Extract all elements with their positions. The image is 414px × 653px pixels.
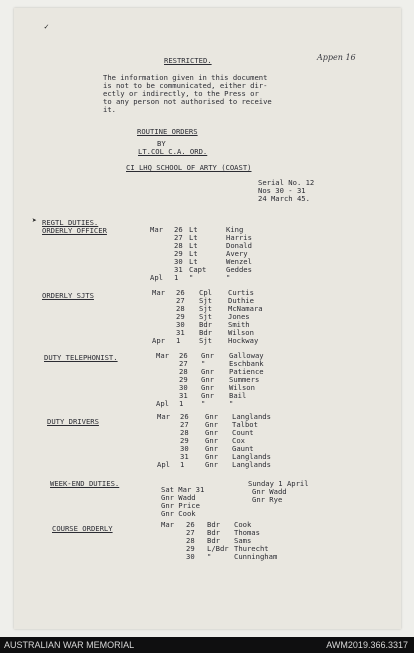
duty-name: Sams (234, 536, 252, 545)
duty-day: 30 (174, 257, 183, 266)
duty-name: Galloway (229, 351, 264, 360)
duty-day: 29 (176, 312, 185, 321)
duty-rank: Gnr (205, 428, 218, 437)
duty-day: 30 (176, 320, 185, 329)
section-heading: DUTY DRIVERS (47, 417, 99, 426)
by-label: BY (157, 139, 166, 148)
footer-accession-number: AWM2019.366.3317 (326, 640, 408, 650)
duty-day: 1 (179, 399, 184, 408)
serial-line: Nos 30 - 31 (258, 186, 306, 195)
duty-day: 31 (174, 265, 183, 274)
duty-name: " (226, 273, 231, 282)
duty-name: Summers (229, 375, 260, 384)
duty-rank: Capt (189, 265, 207, 274)
notice-line: ectly or indirectly, to the Press or (103, 89, 259, 98)
duty-name: Gaunt (232, 444, 254, 453)
duty-name: Curtis (228, 288, 254, 297)
duty-mon: Mar (156, 351, 169, 360)
duty-name: Eschbank (229, 359, 264, 368)
duty-rank: Cpl (199, 288, 212, 297)
punch-hole-mark: ✓ (44, 22, 49, 31)
duty-rank: " (189, 273, 194, 282)
duty-name: Geddes (226, 265, 252, 274)
duty-rank: Gnr (205, 420, 218, 429)
duty-name: Langlands (232, 452, 271, 461)
duty-name: Harris (226, 233, 252, 242)
duty-name: Thurecht (234, 544, 269, 553)
duty-day: 27 (179, 359, 188, 368)
duty-name: Talbot (232, 420, 258, 429)
weekend-left-line: Gnr Price (161, 501, 200, 510)
duty-day: 28 (174, 241, 183, 250)
duty-mon: Apl (157, 460, 170, 469)
duty-name: Jones (228, 312, 250, 321)
duty-day: 31 (180, 452, 189, 461)
section-heading: ORDERLY SJTS (42, 291, 94, 300)
duty-rank: Gnr (205, 436, 218, 445)
duty-name: Langlands (232, 412, 271, 421)
duty-day: 30 (180, 444, 189, 453)
duty-rank: Lt (189, 241, 198, 250)
section-heading: WEEK-END DUTIES. (50, 479, 120, 488)
weekend-right-line: Gnr Rye (252, 495, 283, 504)
section-heading: REGTL DUTIES. (42, 218, 99, 227)
duty-rank: Gnr (205, 444, 218, 453)
notice-line: is not to be communicated, either dir- (103, 81, 268, 90)
duty-day: 1 (174, 273, 179, 282)
weekend-right-line: Gnr Wadd (252, 487, 287, 496)
duty-name: Wenzel (226, 257, 252, 266)
duty-day: 26 (176, 288, 185, 297)
duty-day: 31 (179, 391, 188, 400)
issuer-name: LT.COL C.A. ORD. (138, 147, 208, 156)
weekend-left-line: Sat Mar 31 (161, 485, 205, 494)
duty-day: 30 (179, 383, 188, 392)
duty-day: 26 (174, 225, 183, 234)
duty-name: Avery (226, 249, 248, 258)
duty-name: Count (232, 428, 254, 437)
weekend-right-line: Sunday 1 April (248, 479, 309, 488)
footer-bar (0, 637, 414, 653)
duty-rank: Bdr (199, 320, 212, 329)
handwritten-note: Appen 16 (317, 53, 356, 62)
section-heading: COURSE ORDERLY (52, 524, 113, 533)
document-title: ROUTINE ORDERS (137, 127, 198, 136)
duty-rank: L/Bdr (207, 544, 229, 553)
duty-mon: Mar (157, 412, 170, 421)
duty-day: 26 (186, 520, 195, 529)
notice-line: it. (103, 105, 116, 114)
duty-day: 29 (179, 375, 188, 384)
duty-mon: Apl (156, 399, 169, 408)
duty-rank: Bdr (207, 536, 220, 545)
margin-arrow-mark: ➤ (32, 216, 37, 225)
duty-rank: Lt (189, 249, 198, 258)
duty-rank: " (201, 399, 206, 408)
duty-name: McNamara (228, 304, 263, 313)
duty-name: Cook (234, 520, 252, 529)
duty-name: Wilson (229, 383, 255, 392)
duty-mon: Apl (150, 273, 163, 282)
duty-rank: Gnr (201, 351, 214, 360)
duty-name: Donald (226, 241, 252, 250)
duty-rank: " (207, 552, 212, 561)
duty-name: Hockway (228, 336, 259, 345)
duty-rank: Gnr (205, 412, 218, 421)
weekend-left-line: Gnr Wadd (161, 493, 196, 502)
duty-name: Smith (228, 320, 250, 329)
restricted-heading: RESTRICTED. (164, 56, 212, 65)
duty-day: 1 (176, 336, 181, 345)
duty-name: " (229, 399, 234, 408)
duty-day: 27 (180, 420, 189, 429)
duty-rank: Gnr (201, 391, 214, 400)
duty-name: Cox (232, 436, 245, 445)
duty-name: Wilson (228, 328, 254, 337)
duty-name: Bail (229, 391, 247, 400)
duty-rank: Sjt (199, 296, 212, 305)
footer-credit: AUSTRALIAN WAR MEMORIAL (4, 640, 135, 650)
duty-day: 28 (186, 536, 195, 545)
notice-line: to any person not authorised to receive (103, 97, 272, 106)
duty-rank: Sjt (199, 304, 212, 313)
duty-rank: Sjt (199, 312, 212, 321)
notice-line: The information given in this document (103, 73, 268, 82)
duty-day: 27 (176, 296, 185, 305)
duty-day: 26 (179, 351, 188, 360)
duty-rank: Bdr (207, 528, 220, 537)
duty-name: King (226, 225, 244, 234)
serial-line: 24 March 45. (258, 194, 310, 203)
duty-day: 30 (186, 552, 195, 561)
duty-day: 31 (176, 328, 185, 337)
duty-name: Patience (229, 367, 264, 376)
duty-name: Cunningham (234, 552, 278, 561)
duty-day: 28 (179, 367, 188, 376)
document-page (14, 8, 401, 629)
duty-day: 28 (176, 304, 185, 313)
section-heading: DUTY TELEPHONIST. (44, 353, 118, 362)
duty-rank: Gnr (201, 383, 214, 392)
duty-rank: Bdr (199, 328, 212, 337)
duty-rank: Lt (189, 233, 198, 242)
duty-rank: Gnr (201, 367, 214, 376)
duty-day: 26 (180, 412, 189, 421)
duty-day: 27 (186, 528, 195, 537)
duty-day: 28 (180, 428, 189, 437)
duty-day: 29 (186, 544, 195, 553)
duty-rank: Sjt (199, 336, 212, 345)
weekend-left-line: Gnr Cook (161, 509, 196, 518)
duty-name: Langlands (232, 460, 271, 469)
duty-rank: " (201, 359, 206, 368)
duty-name: Thomas (234, 528, 260, 537)
duty-day: 29 (180, 436, 189, 445)
duty-day: 1 (180, 460, 185, 469)
duty-mon: Mar (152, 288, 165, 297)
duty-rank: Gnr (205, 460, 218, 469)
duty-mon: Apr (152, 336, 165, 345)
section-heading: ORDERLY OFFICER (42, 226, 107, 235)
duty-name: Duthie (228, 296, 254, 305)
duty-rank: Lt (189, 225, 198, 234)
duty-rank: Gnr (201, 375, 214, 384)
duty-mon: Mar (150, 225, 163, 234)
serial-line: Serial No. 12 (258, 178, 315, 187)
duty-day: 27 (174, 233, 183, 242)
duty-mon: Mar (161, 520, 174, 529)
duty-day: 29 (174, 249, 183, 258)
unit-name: CI LHQ SCHOOL OF ARTY (COAST) (126, 163, 252, 172)
duty-rank: Bdr (207, 520, 220, 529)
duty-rank: Gnr (205, 452, 218, 461)
duty-rank: Lt (189, 257, 198, 266)
